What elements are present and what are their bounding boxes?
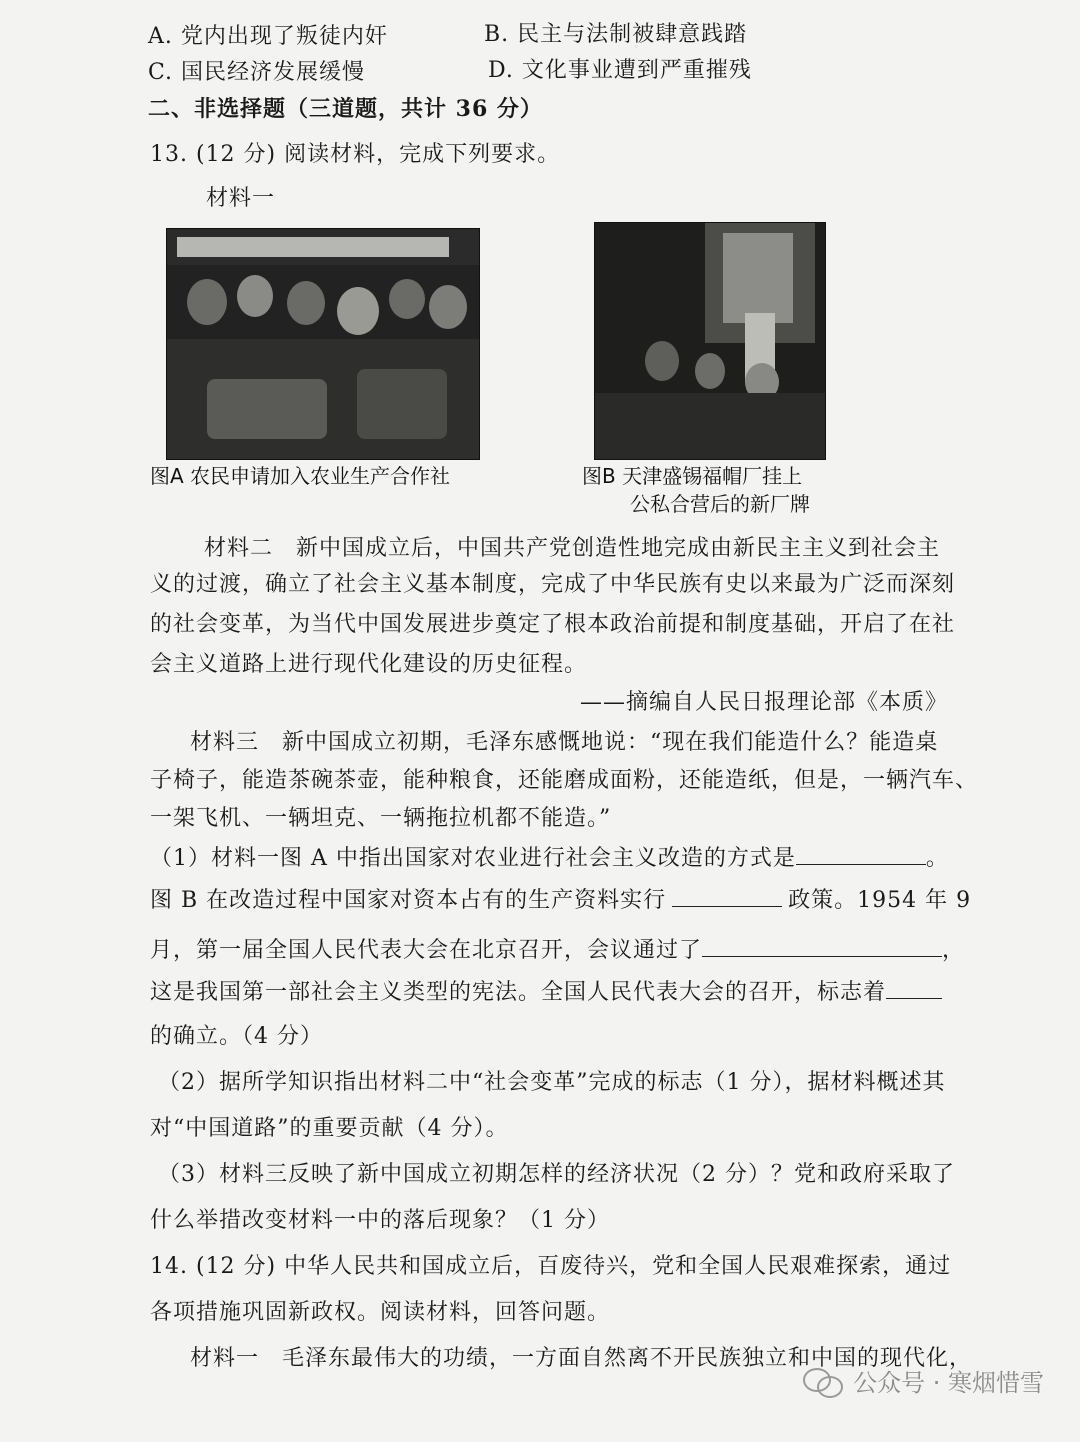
q13-part1-text3a: 月，第一届全国人民代表大会在北京召开，会议通过了 (150, 938, 703, 963)
answer-blank-3[interactable] (702, 936, 942, 957)
q13-material2-line4: 会主义道路上进行现代化建设的历史征程。 (150, 652, 588, 677)
watermark (803, 1363, 1044, 1398)
figure-b-caption-line2: 公私合营后的新厂牌 (630, 492, 810, 516)
q13-part1-text3b: ， (942, 938, 966, 963)
figure-b-caption-line1: 图B 天津盛锡福帽厂挂上 (582, 464, 803, 488)
q13-part2-line2: 对“中国道路”的重要贡献（4 分）。 (150, 1116, 509, 1141)
q13-material1-label: 材料一 (206, 186, 276, 211)
q13-part1-line3 (150, 936, 965, 966)
q14-line2: 各项措施巩固新政权。阅读材料，回答问题。 (150, 1300, 611, 1325)
answer-blank-2[interactable] (672, 886, 782, 907)
figure-a-photo (166, 228, 480, 460)
q13-part1-text4: 这是我国第一部社会主义类型的宪法。全国人民代表大会的召开，标志着 (150, 980, 887, 1005)
answer-blank-4[interactable] (886, 978, 942, 999)
answer-blank-1[interactable] (796, 844, 926, 865)
q13-stem: 13. (12 分) 阅读材料，完成下列要求。 (150, 142, 561, 167)
q13-part1-line2 (150, 886, 971, 916)
figure-a-caption: 图A 农民申请加入农业生产合作社 (150, 464, 451, 488)
q13-material3-line3: 一架飞机、一辆坦克、一辆拖拉机都不能造。” (150, 806, 612, 831)
q14-material1: 材料一 毛泽东最伟大的功绩，一方面自然离不开民族独立和中国的现代化， (190, 1346, 973, 1371)
q13-part1-text2b: 政策。1954 年 9 (788, 888, 972, 913)
q13-part2-line1: （2）据所学知识指出材料二中“社会变革”完成的标志（1 分），据材料概述其 (158, 1070, 946, 1095)
q13-part1-line4 (150, 978, 942, 1008)
section-title: 二、非选择题（三道题，共计 36 分） (148, 96, 543, 122)
q13-material2-line1: 材料二 新中国成立后，中国共产党创造性地完成由新民主主义到社会主 (204, 536, 941, 561)
q14-line1: 14. (12 分) 中华人民共和国成立后，百废待兴，党和全国人民艰难探索，通过 (150, 1254, 952, 1279)
q13-part1-text2a: 图 B 在改造过程中国家对资本占有的生产资料实行 (150, 888, 667, 913)
q13-material3-line2: 子椅子，能造茶碗茶壶，能种粮食，还能磨成面粉，还能造纸，但是，一辆汽车、 (150, 768, 979, 793)
option-d: D. 文化事业遭到严重摧残 (488, 58, 752, 83)
q13-material2-line3: 的社会变革，为当代中国发展进步奠定了根本政治前提和制度基础，开启了在社 (150, 612, 956, 637)
watermark-text: 公众号 · 寒烟惜雪 (853, 1369, 1044, 1397)
q13-part1-text1: （1）材料一图 A 中指出国家对农业进行社会主义改造的方式是 (150, 846, 796, 871)
figure-b-photo (594, 222, 826, 460)
option-a: A. 党内出现了叛徒内奸 (148, 24, 388, 49)
q13-part1-end1: 。 (925, 846, 949, 871)
q13-part3-line2: 什么举措改变材料一中的落后现象？（1 分） (150, 1208, 610, 1233)
option-b: B. 民主与法制被肆意践踏 (484, 22, 748, 47)
option-c: C. 国民经济发展缓慢 (148, 60, 366, 85)
q13-material2-line2: 义的过渡，确立了社会主义基本制度，完成了中华民族有史以来最为广泛而深刻 (150, 572, 956, 597)
q13-material2-source: ——摘编自人民日报理论部《本质》 (580, 690, 949, 715)
q13-material3-line1: 材料三 新中国成立初期，毛泽东感慨地说：“现在我们能造什么？能造桌 (190, 730, 939, 755)
wechat-icon (803, 1366, 843, 1396)
q13-part3-line1: （3）材料三反映了新中国成立初期怎样的经济状况（2 分）？党和政府采取了 (158, 1162, 955, 1187)
q13-part1-line1 (150, 844, 949, 874)
q13-part1-line5: 的确立。（4 分） (150, 1024, 323, 1049)
